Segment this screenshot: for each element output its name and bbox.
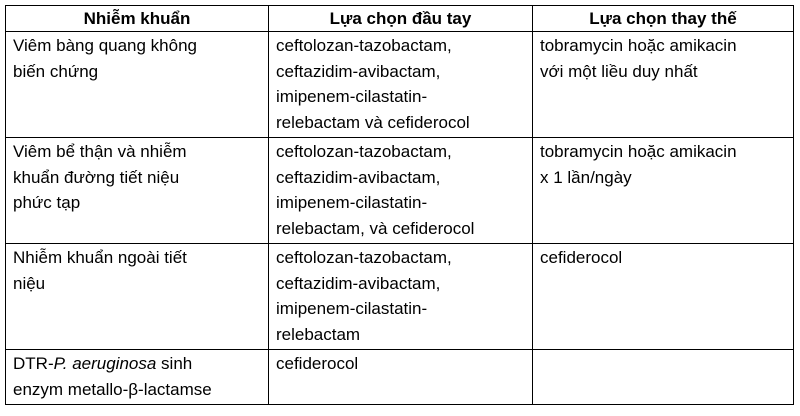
cell-text: imipenem-cilastatin- [276,299,428,318]
cell-text: relebactam [276,324,361,344]
table-row [6,138,794,244]
cell-text: ceftazidim-avibactam, [276,167,441,187]
cell-alternative [533,32,794,138]
table-row [6,350,794,405]
cell-text: relebactam và cefiderocol [276,112,470,132]
cell-text: phức tạp [13,193,81,212]
cell-text: khuẩn đường tiết niệu [13,167,180,187]
cell-text: ceftolozan-tazobactam, [276,248,452,267]
cell-text: relebactam, và cefiderocol [276,218,475,238]
cell-text: tobramycin hoặc amikacin [540,36,737,55]
cell-text: với một liều duy nhất [540,61,698,81]
cell-text: x 1 lần/ngày [540,167,632,187]
cell-text: Viêm bể thận và nhiễm [13,142,187,161]
table-header-row [6,6,794,32]
table-row [6,32,794,138]
cell-first-line [269,138,533,244]
cell-text-suffix: sinh [156,354,193,373]
cell-text: ceftazidim-avibactam, [276,61,441,81]
cell-infection [6,350,269,405]
cell-first-line [269,350,533,405]
cell-infection [6,244,269,350]
cell-text: enzym metallo-β-lactamse [13,379,212,399]
cell-text: ceftolozan-tazobactam, [276,142,452,161]
cell-text: biến chứng [13,61,99,81]
cell-text: Nhiễm khuẩn ngoài tiết [13,248,187,267]
cell-text: ceftolozan-tazobactam, [276,36,452,55]
cell-text: tobramycin hoặc amikacin [540,142,737,161]
antibiotic-table [5,5,794,405]
cell-infection [6,138,269,244]
cell-text: niệu [13,273,46,293]
header-infection: Nhiễm khuẩn [6,6,269,32]
cell-alternative [533,244,794,350]
cell-first-line [269,244,533,350]
cell-text: Viêm bàng quang không [13,36,198,55]
table-row [6,244,794,350]
cell-text-prefix: DTR- [13,354,54,373]
organism-name: P. aeruginosa [53,354,157,373]
cell-alternative [533,138,794,244]
cell-text: cefiderocol [540,248,623,267]
cell-first-line [269,32,533,138]
cell-text: imipenem-cilastatin- [276,87,428,106]
cell-text: ceftazidim-avibactam, [276,273,441,293]
cell-infection [6,32,269,138]
cell-text: cefiderocol [276,354,359,373]
cell-text [13,351,261,377]
header-alternative: Lựa chọn thay thế [533,6,794,32]
cell-text: imipenem-cilastatin- [276,193,428,212]
cell-alternative [533,350,794,405]
header-first-line: Lựa chọn đầu tay [269,6,533,32]
